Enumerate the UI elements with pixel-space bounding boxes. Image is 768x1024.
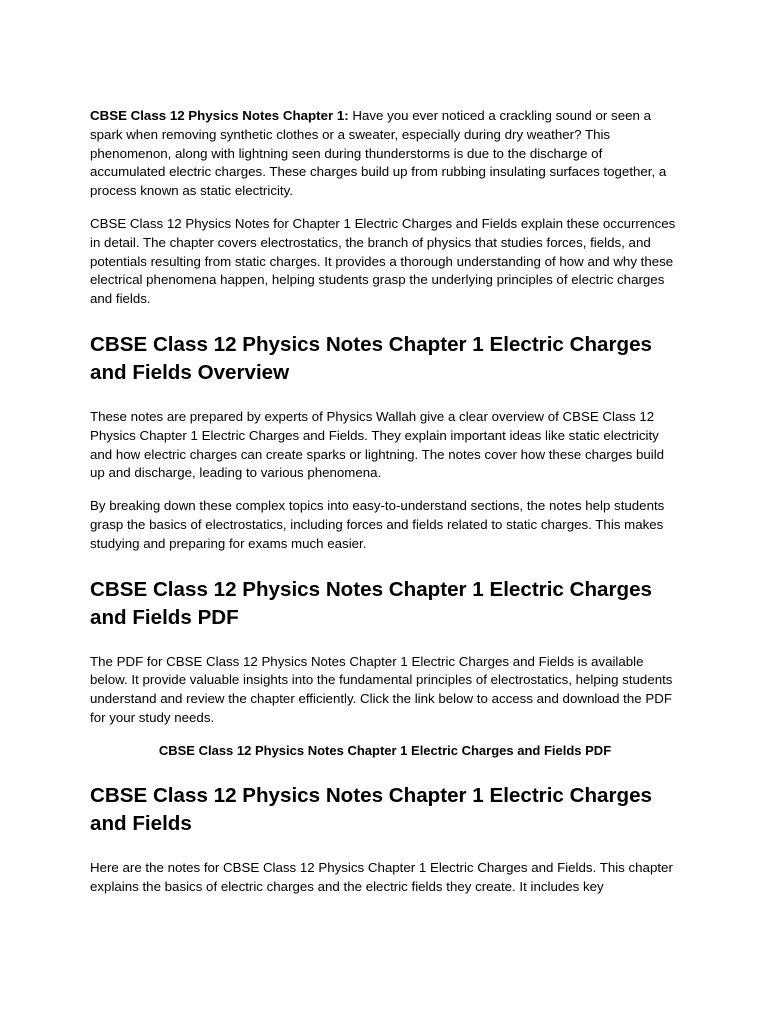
notes-heading: CBSE Class 12 Physics Notes Chapter 1 Electric Charges and Fields [90,783,652,836]
intro-lead-bold: CBSE Class 12 Physics Notes Chapter 1: [90,108,349,123]
overview-paragraph-1: These notes are prepared by experts of Physics Wallah give a clear overview of CBSE Class 12 Physics Chapter 1 Electric Charges and Fields. They explain important ideas like static electricity and how electric charges can create sparks or lightning. The notes cover how these charges build up and discharge, leading to various phenomena. [90,408,665,481]
pdf-download-link[interactable]: CBSE Class 12 Physics Notes Chapter 1 Electric Charges and Fields PDF [158,742,612,758]
pdf-paragraph: The PDF for CBSE Class 12 Physics Notes Chapter 1 Electric Charges and Fields is available below. It provide valuable insights into the fundamental principles of electrostatics, helping students understand and review the chapter efficiently. Click the link below to access and download the PDF for your study needs. [90,653,673,725]
notes-paragraph: Here are the notes for CBSE Class 12 Physics Chapter 1 Electric Charges and Fields. This chapter explains the basics of electric charges and the electric fields they create. It includes key [90,859,673,894]
overview-heading: CBSE Class 12 Physics Notes Chapter 1 Electric Charges and Fields Overview [90,332,652,385]
pdf-link-line [90,742,680,760]
overview-paragraph-2: By breaking down these complex topics into easy-to-understand sections, the notes help students grasp the basics of electrostatics, including forces and fields related to static charges. This makes studying and preparing for exams much easier. [90,498,665,551]
intro-lead-text: Have you ever noticed a crackling sound or seen a spark when removing synthetic clothes or a sweater, especially during dry weather? This phenomenon, along with lightning seen during thunderstorms is due to the discharge of accumulated electric charges. These charges build up from rubbing insulating surfaces together, a process known as static electricity. [90,108,667,199]
pdf-heading: CBSE Class 12 Physics Notes Chapter 1 Electric Charges and Fields PDF [90,577,652,630]
intro-paragraph-2: CBSE Class 12 Physics Notes for Chapter 1 Electric Charges and Fields explain these occurrences in detail. The chapter covers electrostatics, the branch of physics that studies forces, fields, and potentials resulting from static charges. It provides a thorough understanding of how and why these electrical phenomena happen, helping students grasp the underlying principles of electric charges and fields. [90,215,676,307]
intro-paragraph [90,107,680,201]
